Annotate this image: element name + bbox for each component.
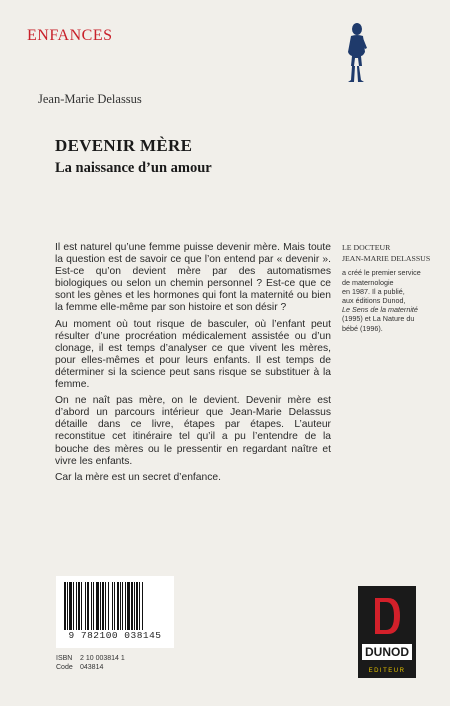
author-bio [342, 243, 432, 333]
bio-line: en 1987. Il a publié, [342, 286, 405, 296]
blurb [55, 242, 331, 488]
barcode-bar [81, 582, 82, 630]
barcode-bar [125, 582, 126, 630]
bio-line: bébé (1996). [342, 323, 383, 333]
blurb-paragraph: Au moment où tout risque de basculer, où l’enfant peut résulter d’une procréation médicalement assistée ou d’un clonage, il est temps d’analyser ce que vivent les mères, pour elles-mêmes et pour leurs enfants. Il est temps de déterminer si la science peut sans risque se substituer à la femme. [55, 318, 331, 391]
bio-line: a créé le premier service [342, 268, 421, 278]
dunod-logo [358, 586, 416, 678]
barcode-number: 9 782100 038145 [68, 630, 162, 641]
bio-line: Le Sens de la maternité [342, 305, 418, 315]
barcode-bar [100, 582, 101, 630]
barcode-bar [127, 582, 130, 630]
blurb-paragraph: On ne naît pas mère, on le devient. Devenir mère est d’abord un parcours intérieur que Jean-Marie Delassus détaille dans ce livre, étapes par étapes. L’auteur reconstitue cet itinéraire tel qu’il a pu l’entendre de la bouche des mères ou le pressentir en regardant naître et vivre les enfants. [55, 395, 331, 467]
bio-line: (1995) et La Nature du [342, 314, 415, 324]
barcode-bar [112, 582, 113, 630]
barcode-bar [108, 582, 109, 630]
barcode [56, 576, 174, 648]
barcode-bar [69, 582, 72, 630]
bio-heading-1: LE DOCTEUR [342, 243, 391, 252]
book-subtitle: La naissance d’un amour [55, 160, 212, 176]
bio-line: de maternologie [342, 277, 394, 287]
barcode-bar [96, 582, 99, 630]
barcode-bars [64, 582, 168, 630]
isbn-block [56, 654, 125, 672]
book-title: DEVENIR MÈRE [55, 136, 193, 155]
blurb-paragraph: Il est naturel qu’une femme puisse devenir mère. Mais toute la question est de savoir ce que l’on entend par « devenir ». Est-ce qu’on devient mère par des automatismes biologiques ou selon un chemin personnel ? Est-ce que ce sont les gènes et les hormones qui font la maternité ou bien la femme elle-même par son histoire et son désir ? [55, 242, 331, 314]
child-silhouette-icon [343, 22, 369, 84]
publisher-name: DUNOD [365, 645, 409, 659]
barcode-bar [142, 582, 143, 630]
barcode-bar [85, 582, 86, 630]
barcode-bar [134, 582, 135, 630]
publisher-tagline: EDITEUR [368, 668, 406, 674]
barcode-bar [102, 582, 104, 630]
isbn-value: 2 10 003814 1 [80, 655, 125, 662]
author-name: Jean-Marie Delassus [38, 92, 142, 106]
barcode-bar [73, 582, 74, 630]
barcode-bar [93, 582, 94, 630]
barcode-bar [136, 582, 138, 630]
barcode-bar [139, 582, 140, 630]
barcode-bar [122, 582, 123, 630]
barcode-bar [117, 582, 119, 630]
barcode-bar [91, 582, 92, 630]
barcode-bar [120, 582, 121, 630]
series-name: ENFANCES [27, 27, 113, 44]
barcode-bar [67, 582, 68, 630]
barcode-bar [64, 582, 66, 630]
barcode-bar [114, 582, 115, 630]
barcode-bar [76, 582, 77, 630]
bio-heading-2: JEAN-MARIE DELASSUS [342, 254, 431, 264]
bio-line: aux éditions Dunod, [342, 296, 406, 306]
code-value: 043814 [80, 664, 104, 671]
barcode-bar [105, 582, 106, 630]
isbn-label: ISBN [56, 655, 73, 662]
blurb-paragraph: Car la mère est un secret d’enfance. [55, 471, 221, 483]
barcode-bar [87, 582, 89, 630]
barcode-bar [78, 582, 80, 630]
code-label: Code [56, 664, 73, 671]
barcode-bar [131, 582, 133, 630]
